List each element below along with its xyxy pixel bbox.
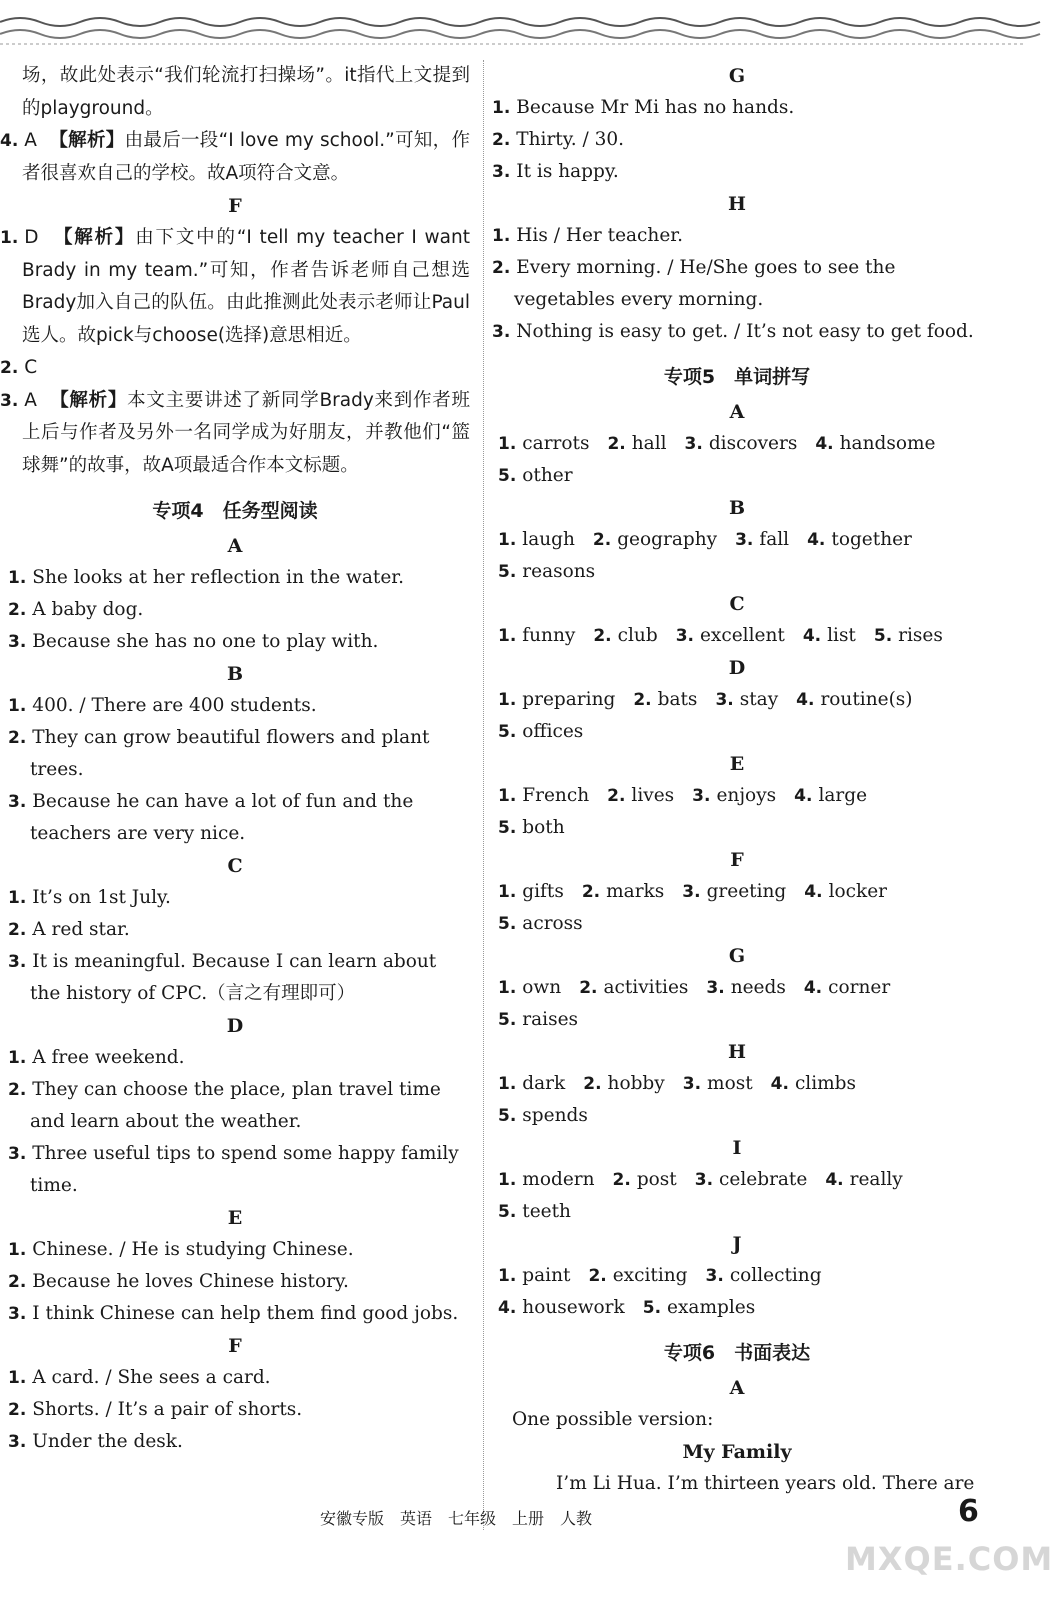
answer-4-choice: A: [24, 130, 37, 151]
spelling-groups: [492, 396, 982, 1324]
f-answer-choice: C: [24, 357, 38, 378]
spelling-row: [492, 556, 982, 588]
answer-text: Nothing is easy to get. / It’s not easy to get food.: [516, 321, 974, 342]
spelling-word: [807, 529, 912, 550]
answer-text: Because he can have a lot of fun and the teachers are very nice.: [30, 791, 414, 844]
answer-item: [0, 626, 470, 658]
answer-num: 3.: [8, 1432, 27, 1452]
answer-item: [492, 252, 982, 316]
spelling-word: [498, 1265, 570, 1286]
spelling-text: most: [707, 1073, 753, 1094]
answer-num: 2.: [8, 600, 27, 620]
spelling-word: [874, 625, 943, 646]
answer-num: 1.: [8, 888, 27, 908]
spelling-word: [633, 689, 697, 710]
spelling-num: 2.: [612, 1170, 631, 1190]
spelling-num: 2.: [581, 882, 601, 902]
section-6-title: 专项6 书面表达: [663, 1342, 811, 1364]
answer-item: [0, 594, 470, 626]
spelling-head: B: [728, 497, 746, 519]
answer-num: 3.: [492, 162, 511, 182]
spelling-num: 4.: [807, 530, 826, 550]
spelling-text: fall: [759, 529, 790, 550]
answer-num: 1.: [8, 1368, 27, 1388]
spelling-row: [492, 428, 982, 460]
spelling-row: [492, 620, 982, 652]
group-head: C: [227, 855, 243, 877]
spelling-num: 1.: [498, 882, 517, 902]
answer-item: [492, 124, 982, 156]
header-decoration: [0, 0, 1025, 58]
answer-text: Shorts. / It’s a pair of shorts.: [32, 1399, 303, 1420]
spelling-text: across: [522, 913, 583, 934]
spelling-num: 4.: [796, 690, 815, 710]
spelling-num: 5.: [498, 1010, 517, 1030]
answer-num: 1.: [8, 568, 27, 588]
answer-item: [492, 220, 982, 252]
answer-item: [492, 92, 982, 124]
spelling-word: [643, 1297, 755, 1318]
answer-num: 2.: [8, 1080, 27, 1100]
answer-item: [0, 1298, 470, 1330]
answer-item: [0, 1074, 470, 1138]
spelling-text: greeting: [706, 881, 787, 902]
spelling-word: [804, 881, 887, 902]
answer-text: Because she has no one to play with.: [32, 631, 379, 652]
spelling-word: [796, 689, 912, 710]
spelling-num: 4.: [770, 1074, 789, 1094]
spelling-word: [582, 881, 664, 902]
footer-edition: 安徽专版 英语 七年级 上册 人教: [320, 1509, 593, 1528]
spelling-num: 3.: [682, 1074, 702, 1094]
spelling-num: 1.: [498, 434, 517, 454]
group-head: A: [227, 535, 243, 557]
spelling-word: [583, 1073, 665, 1094]
spelling-word: [593, 625, 657, 646]
spelling-text: handsome: [839, 433, 936, 454]
spelling-row: [492, 812, 982, 844]
answer-text: She looks at her reflection in the water.: [32, 567, 404, 588]
answer-4-num: 4.: [0, 131, 19, 151]
answer-text: Under the desk.: [32, 1431, 183, 1452]
spelling-num: 4.: [498, 1298, 517, 1318]
spelling-row: [492, 1100, 982, 1132]
spelling-text: teeth: [522, 1201, 571, 1222]
answer-item: [0, 722, 470, 786]
spelling-row: [492, 716, 982, 748]
spelling-text: exciting: [612, 1265, 688, 1286]
spelling-row: [492, 684, 982, 716]
answer-num: 1.: [492, 226, 511, 246]
spelling-row: [492, 1164, 982, 1196]
spelling-text: reasons: [522, 561, 596, 582]
spelling-text: bats: [657, 689, 698, 710]
writing-title: My Family: [682, 1441, 792, 1463]
spelling-num: 5.: [498, 818, 517, 838]
spelling-word: [607, 433, 666, 454]
spelling-text: corner: [828, 977, 891, 998]
spelling-text: offices: [522, 721, 584, 742]
spelling-num: 3.: [715, 690, 734, 710]
spelling-row: [492, 972, 982, 1004]
spelling-text: marks: [606, 881, 665, 902]
spelling-word: [498, 977, 561, 998]
spelling-text: club: [617, 625, 658, 646]
answer-text: Thirty. / 30.: [516, 129, 625, 150]
spelling-word: [498, 529, 575, 550]
answer-item: [0, 946, 470, 1010]
spelling-num: 2.: [593, 626, 612, 646]
group-head: H: [728, 193, 746, 215]
spelling-text: list: [827, 625, 856, 646]
spelling-num: 5.: [498, 914, 517, 934]
f-answer-num: 3.: [0, 390, 19, 411]
f-answer-choice: A: [24, 389, 37, 411]
spelling-word: [498, 465, 573, 486]
spelling-row: [492, 460, 982, 492]
answer-text: His / Her teacher.: [516, 225, 683, 246]
spelling-text: stay: [739, 689, 779, 710]
spelling-word: [825, 1169, 902, 1190]
spelling-text: lives: [631, 785, 675, 806]
spelling-num: 2.: [579, 978, 598, 998]
spelling-word: [613, 1169, 677, 1190]
section-5-title: 专项5 单词拼写: [663, 366, 811, 388]
answer-item: [0, 1426, 470, 1458]
spelling-text: examples: [667, 1297, 756, 1318]
answer-text: It is happy.: [516, 161, 619, 182]
spelling-num: 1.: [498, 978, 517, 998]
f-answer: [0, 352, 470, 385]
spelling-word: [498, 913, 583, 934]
answer-item: [0, 882, 470, 914]
task-reading-groups-cont: [492, 60, 982, 348]
spelling-word: [815, 433, 935, 454]
spelling-text: activities: [603, 977, 689, 998]
spelling-word: [706, 977, 785, 998]
spelling-row: [492, 908, 982, 940]
left-column: [0, 60, 470, 1458]
spelling-num: 2.: [592, 530, 612, 550]
answer-item: [0, 1042, 470, 1074]
f-answer-num: 2.: [0, 358, 19, 378]
answer-num: 1.: [8, 696, 27, 716]
f-answer-tag: 【解析】: [53, 227, 136, 248]
answer-item: [0, 786, 470, 850]
spelling-num: 3.: [694, 1170, 714, 1190]
answer-num: 2.: [492, 258, 511, 278]
spelling-head: C: [729, 593, 745, 615]
spelling-row: [492, 1004, 982, 1036]
spelling-text: rises: [898, 625, 943, 646]
f-answer: [0, 385, 470, 483]
spelling-num: 5.: [642, 1298, 662, 1318]
spelling-text: housework: [522, 1297, 625, 1318]
spelling-word: [588, 1265, 687, 1286]
spelling-word: [498, 561, 595, 582]
f-answer-text: 由下文中的“I tell my teacher I want Brady in my team.”可知，作者告诉老师自己想选Brady加入自己的队伍。由此推测此处表示老师让Paul选人。故pick与choose(选择)意思相近。: [22, 227, 470, 346]
spelling-word: [498, 1105, 588, 1126]
spelling-word: [803, 625, 856, 646]
answer-text: They can grow beautiful flowers and plant trees.: [30, 727, 430, 780]
spelling-row: [492, 1260, 982, 1292]
answer-num: 2.: [8, 728, 27, 748]
spelling-num: 4.: [803, 978, 823, 998]
answer-num: 2.: [8, 1400, 27, 1420]
group-head: D: [226, 1015, 244, 1037]
answer-item: [0, 914, 470, 946]
answer-num: 3.: [8, 632, 27, 652]
spelling-head: F: [730, 849, 744, 871]
answer-text: Because he loves Chinese history.: [32, 1271, 349, 1292]
spelling-word: [676, 625, 785, 646]
spelling-head: E: [729, 753, 745, 775]
spelling-text: laugh: [522, 529, 575, 550]
writing-intro: One possible version:: [512, 1409, 714, 1430]
spelling-num: 2.: [607, 434, 626, 454]
f-answer-choice: D: [24, 227, 39, 248]
section-4-title: 专项4 任务型阅读: [152, 500, 318, 522]
spelling-word: [771, 1073, 856, 1094]
f-answer-list: [0, 222, 470, 482]
spelling-row: [492, 1292, 982, 1324]
answer-text: 400. / There are 400 students.: [32, 695, 317, 716]
spelling-num: 4.: [794, 786, 813, 806]
task-reading-groups: [0, 530, 470, 1458]
answer-item: [0, 1266, 470, 1298]
spelling-word: [683, 1073, 753, 1094]
spelling-word: [685, 433, 798, 454]
watermark-logo: MXQE.COM: [845, 1540, 1053, 1578]
spelling-text: celebrate: [719, 1169, 808, 1190]
answer-num: 3.: [8, 792, 27, 812]
spelling-text: preparing: [522, 689, 616, 710]
spelling-head: J: [732, 1233, 742, 1255]
spelling-row: [492, 1068, 982, 1100]
spelling-head: A: [729, 401, 745, 423]
spelling-word: [498, 1169, 595, 1190]
spelling-head: G: [728, 945, 746, 967]
spelling-text: locker: [828, 881, 887, 902]
spelling-word: [498, 881, 564, 902]
spelling-num: 1.: [498, 1266, 517, 1286]
spelling-num: 3.: [675, 626, 694, 646]
spelling-text: large: [818, 785, 868, 806]
spelling-word: [706, 1265, 822, 1286]
spelling-word: [794, 785, 867, 806]
spelling-num: 1.: [498, 786, 517, 806]
spelling-word: [498, 1297, 625, 1318]
spelling-text: own: [522, 977, 562, 998]
spelling-num: 3.: [706, 978, 725, 998]
spelling-word: [682, 881, 786, 902]
spelling-word: [735, 529, 789, 550]
spelling-row: [492, 1196, 982, 1228]
spelling-head: D: [728, 657, 746, 679]
answer-num: 3.: [8, 952, 27, 972]
spelling-num: 4.: [804, 882, 823, 902]
spelling-word: [498, 1009, 578, 1030]
spelling-text: carrots: [522, 433, 590, 454]
right-column: [492, 60, 982, 1500]
spelling-text: climbs: [794, 1073, 857, 1094]
spelling-num: 1.: [498, 1170, 517, 1190]
spelling-text: dark: [522, 1073, 566, 1094]
answer-text: Every morning. / He/She goes to see the vegetables every morning.: [514, 257, 896, 310]
spelling-word: [498, 1073, 565, 1094]
spelling-num: 4.: [815, 434, 834, 454]
spelling-num: 5.: [873, 626, 893, 646]
spelling-text: French: [522, 785, 590, 806]
answer-num: 3.: [8, 1144, 27, 1164]
spelling-word: [498, 785, 589, 806]
spelling-row: [492, 876, 982, 908]
spelling-num: 2.: [588, 1266, 607, 1286]
spelling-text: both: [522, 817, 565, 838]
f-answer: [0, 222, 470, 352]
spelling-num: 5.: [498, 466, 517, 486]
spelling-num: 1.: [498, 626, 517, 646]
answer-text: A free weekend.: [32, 1047, 185, 1068]
spelling-num: 2.: [583, 1074, 602, 1094]
spelling-word: [579, 977, 688, 998]
answer-text: It is meaningful. Because I can learn about the history of CPC.（言之有理即可）: [30, 951, 437, 1004]
spelling-num: 3.: [735, 530, 754, 550]
answer-item: [0, 562, 470, 594]
spelling-num: 1.: [498, 530, 517, 550]
spelling-text: raises: [522, 1009, 579, 1030]
f-answer-num: 1.: [0, 228, 19, 248]
answer-text: A baby dog.: [32, 599, 144, 620]
spelling-text: spends: [522, 1105, 588, 1126]
answer-4-text: 由最后一段“I love my school.”可知，作者很喜欢自己的学校。故A项符合文意。: [22, 130, 470, 184]
spelling-text: other: [522, 465, 573, 486]
answer-text: I think Chinese can help them find good jobs.: [32, 1303, 459, 1324]
spelling-num: 4.: [825, 1170, 844, 1190]
group-head: F: [228, 1335, 242, 1357]
answer-text: They can choose the place, plan travel time and learn about the weather.: [30, 1079, 441, 1132]
answer-4: [0, 125, 470, 190]
answer-4-tag: 【解析】: [49, 130, 125, 151]
f-answer-text: 本文主要讲述了新同学Brady来到作者班上后与作者及另外一名同学成为好朋友，并教他们“篮球舞”的故事，故A项最适合作本文标题。: [22, 389, 470, 476]
spelling-text: routine(s): [820, 689, 913, 710]
spelling-word: [498, 625, 575, 646]
answer-num: 3.: [8, 1304, 27, 1324]
spelling-text: hobby: [607, 1073, 665, 1094]
spelling-word: [498, 433, 589, 454]
answer-item: [0, 1138, 470, 1202]
answer-item: [492, 156, 982, 188]
spelling-text: together: [831, 529, 912, 550]
spelling-word: [692, 785, 776, 806]
spelling-word: [498, 689, 615, 710]
spelling-num: 1.: [498, 690, 517, 710]
spelling-word: [498, 721, 583, 742]
answer-num: 1.: [8, 1240, 27, 1260]
group-head-F: F: [228, 195, 242, 217]
spelling-num: 5.: [498, 562, 517, 582]
answer-item: [0, 690, 470, 722]
column-divider: [483, 60, 484, 1530]
spelling-text: gifts: [522, 881, 564, 902]
spelling-text: collecting: [729, 1265, 822, 1286]
answer-item: [0, 1362, 470, 1394]
answer-item: [492, 316, 982, 348]
spelling-num: 4.: [802, 626, 822, 646]
writing-head-A: A: [729, 1377, 745, 1399]
spelling-text: paint: [522, 1265, 571, 1286]
writing-text: I’m Li Hua. I’m thirteen years old. There are: [556, 1473, 975, 1494]
page-number: 6: [958, 1494, 979, 1529]
f-answer-tag: 【解析】: [50, 389, 128, 411]
spelling-word: [695, 1169, 808, 1190]
spelling-num: 3.: [682, 882, 701, 902]
answer-text: Because Mr Mi has no hands.: [516, 97, 795, 118]
spelling-text: geography: [617, 529, 718, 550]
spelling-text: needs: [730, 977, 786, 998]
spelling-num: 2.: [633, 690, 652, 710]
spelling-text: discovers: [708, 433, 798, 454]
spelling-num: 5.: [498, 722, 517, 742]
spelling-text: excellent: [699, 625, 785, 646]
answer-item: [0, 1234, 470, 1266]
spelling-text: modern: [522, 1169, 595, 1190]
spelling-num: 5.: [498, 1202, 517, 1222]
answer-num: 2.: [492, 130, 511, 150]
spelling-text: post: [636, 1169, 677, 1190]
intro-paragraph: 场，故此处表示“我们轮流打扫操场”。it指代上文提到的playground。: [22, 65, 470, 119]
spelling-num: 2.: [607, 786, 626, 806]
spelling-num: 3.: [692, 786, 711, 806]
answer-text: It’s on 1st July.: [32, 887, 171, 908]
answer-num: 1.: [8, 1048, 27, 1068]
spelling-num: 3.: [684, 434, 703, 454]
spelling-word: [804, 977, 890, 998]
group-head: E: [227, 1207, 243, 1229]
answer-text: A red star.: [32, 919, 130, 940]
spelling-word: [498, 817, 565, 838]
spelling-word: [498, 1201, 571, 1222]
answer-num: 2.: [8, 920, 27, 940]
spelling-text: hall: [631, 433, 667, 454]
answer-text: Chinese. / He is studying Chinese.: [32, 1239, 354, 1260]
spelling-word: [607, 785, 674, 806]
spelling-row: [492, 524, 982, 556]
spelling-num: 3.: [705, 1266, 724, 1286]
spelling-num: 1.: [498, 1074, 517, 1094]
answer-num: 1.: [492, 98, 511, 118]
spelling-num: 5.: [498, 1106, 517, 1126]
answer-num: 3.: [492, 322, 511, 342]
spelling-head: H: [728, 1041, 746, 1063]
spelling-word: [593, 529, 717, 550]
spelling-row: [492, 780, 982, 812]
group-head: B: [226, 663, 244, 685]
answer-item: [0, 1394, 470, 1426]
spelling-text: really: [849, 1169, 903, 1190]
spelling-word: [715, 689, 778, 710]
answer-num: 2.: [8, 1272, 27, 1292]
answer-text: Three useful tips to spend some happy family time.: [30, 1143, 459, 1196]
spelling-head: I: [732, 1137, 742, 1159]
group-head: G: [728, 65, 746, 87]
answer-text: A card. / She sees a card.: [32, 1367, 271, 1388]
spelling-text: enjoys: [716, 785, 777, 806]
spelling-text: funny: [522, 625, 576, 646]
